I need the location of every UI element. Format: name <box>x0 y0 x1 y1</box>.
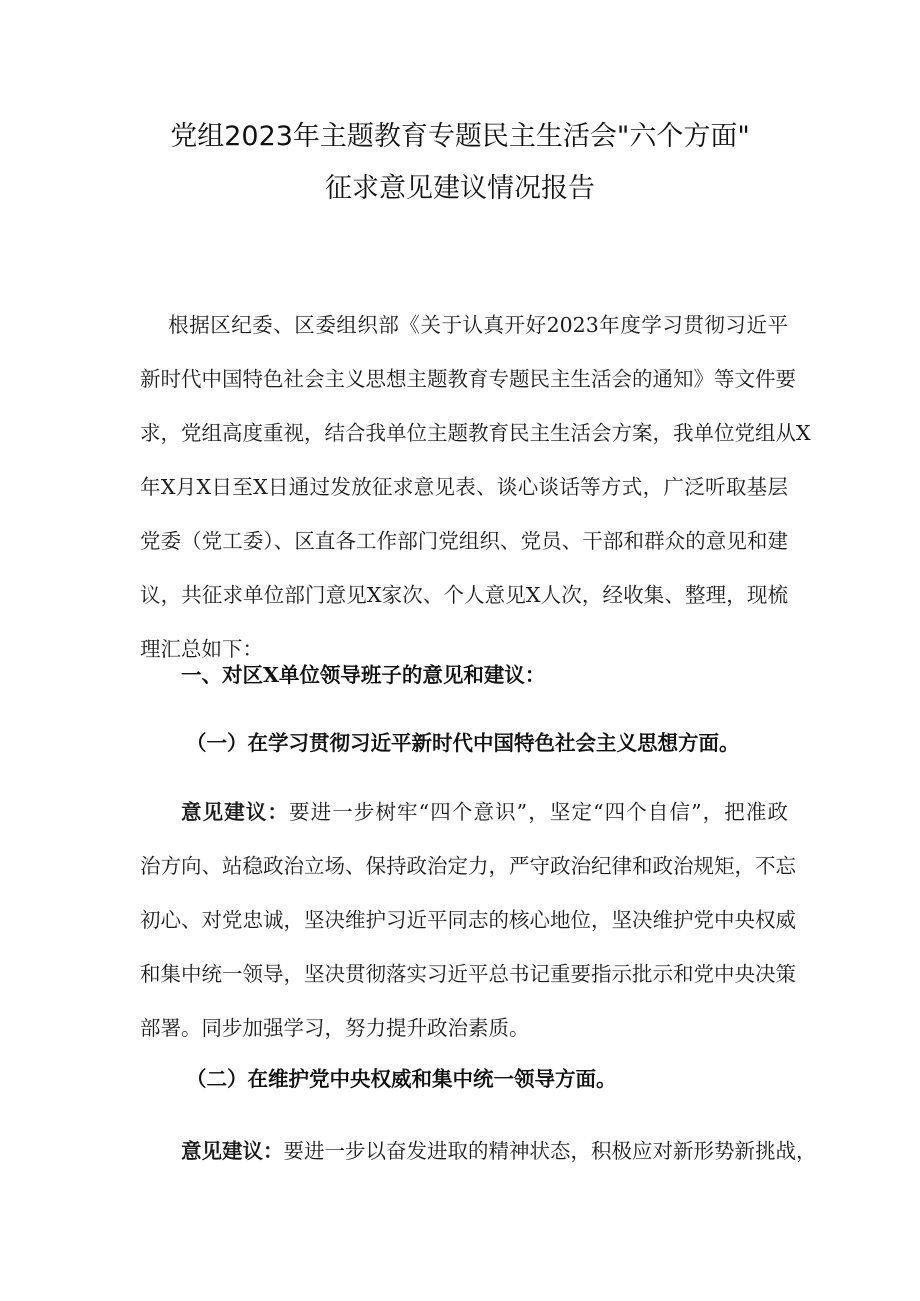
opinion1-lead-label: 意见建议： <box>181 800 290 824</box>
opinion1-first-text: 要进一步树牢“四个意识”，坚定“四个自信”，把准政 <box>289 800 788 824</box>
intro-paragraph <box>140 298 811 676</box>
subsection1-heading: （一）在学习贯彻习近平新时代中国特色社会主义思想方面。 <box>186 731 740 755</box>
intro-line: 理汇总如下： <box>140 637 263 661</box>
opinion2-first-line <box>140 1124 817 1178</box>
intro-line: 求，党组高度重视，结合我单位主题教育民主生活会方案，我单位党组从X <box>140 421 811 445</box>
subsection2-heading: （二）在维护党中央权威和集中统一领导方面。 <box>186 1067 617 1091</box>
intro-line: 根据区纪委、区委组织部《关于认真开好2023年度学习贯彻习近平 <box>140 313 788 337</box>
opinion1-line: 部署。同步加强学习，努力提升政治素质。 <box>140 1016 530 1040</box>
section1-heading: 一、对区X单位领导班子的意见和建议： <box>181 663 546 687</box>
opinion2-first-text: 要进一步以奋发进取的精神状态，积极应对新形势新挑战， <box>283 1139 817 1163</box>
intro-line: 年X月X日至X日通过发放征求意见表、谈心谈话等方式，广泛听取基层 <box>140 475 788 499</box>
intro-line: 新时代中国特色社会主义思想主题教育专题民主生活会的通知》等文件要 <box>140 367 796 391</box>
opinion1-first-line <box>140 785 788 839</box>
opinion1-line: 和集中统一领导，坚决贯彻落实习近平总书记重要指示批示和党中央决策 <box>140 962 796 986</box>
opinion1-line: 初心、对党忠诚，坚决维护习近平同志的核心地位，坚决维护党中央权威 <box>140 908 796 932</box>
intro-line: 党委（党工委）、区直各工作部门党组织、党员、干部和群众的意见和建 <box>140 529 788 553</box>
document-title-line2: 征求意见建议情况报告 <box>325 173 595 204</box>
opinion2-lead-label: 意见建议： <box>181 1139 284 1163</box>
document-title-line1: 党组2023年主题教育专题民主生活会"六个方面" <box>170 121 750 152</box>
intro-line: 议，共征求单位部门意见X家次、个人意见X人次，经收集、整理，现梳 <box>140 583 788 607</box>
opinion1-line: 治方向、站稳政治立场、保持政治定力，严守政治纪律和政治规矩，不忘 <box>140 854 796 878</box>
opinion1-paragraph <box>140 785 796 1055</box>
opinion2-paragraph <box>140 1124 817 1178</box>
